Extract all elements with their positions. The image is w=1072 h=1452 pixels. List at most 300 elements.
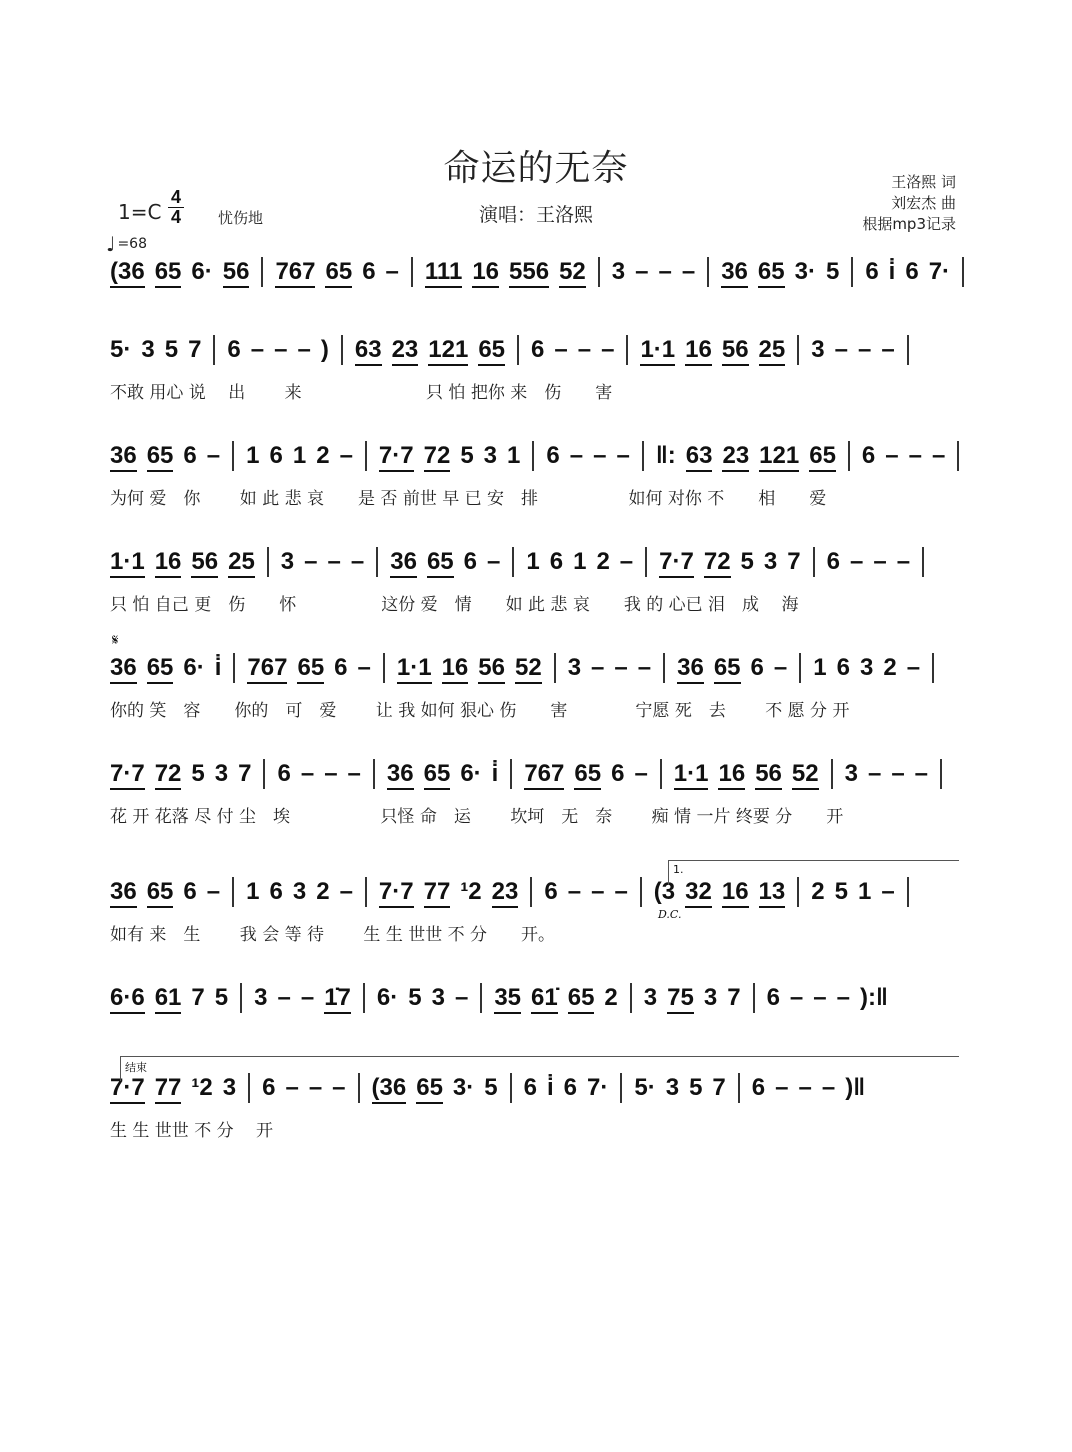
barline (797, 335, 799, 365)
note-group: 7 (787, 548, 801, 575)
barline (383, 653, 385, 683)
measure (379, 436, 530, 476)
note-group: 121 (759, 436, 799, 476)
barline (640, 877, 642, 907)
note-group: 6· (191, 258, 213, 285)
barline (851, 257, 853, 287)
dash: – (601, 336, 615, 363)
underline (559, 286, 586, 288)
dash: – (834, 336, 848, 363)
note-group: 3 (141, 336, 155, 363)
lyrics-line: 你的 笑 容 你的 可 爱 让 我 如何 狠心 伤 害 宁愿 死 去 不 愿 分 开 (110, 701, 850, 721)
dash: – (637, 654, 652, 681)
note-group: 36 (110, 648, 137, 688)
note-group: 2 (316, 878, 330, 905)
note-group: 65 (416, 1068, 443, 1108)
barline (530, 877, 532, 907)
measure (355, 330, 515, 370)
note-group: 5 (825, 258, 840, 285)
dash: – (681, 258, 696, 285)
measure (110, 252, 259, 292)
lyrics-line: 为何 爱 你 如 此 悲 哀 是 否 前世 早 已 安 排 如何 对你 不 相 爱 (110, 489, 827, 509)
time-signature-top: 4 (170, 187, 181, 207)
dash: – (347, 760, 361, 787)
note-group: 5· (110, 336, 132, 363)
note-group: 36 (387, 754, 414, 794)
note-group: 16 (685, 330, 712, 370)
note-group: 61 (155, 978, 182, 1018)
transcription-note: 根据mp3记录 (862, 215, 956, 233)
dash: – (616, 442, 630, 469)
note-group: 2 (604, 984, 618, 1011)
barline (957, 441, 959, 471)
volta-bracket (120, 1056, 959, 1081)
note-group: 121 (428, 330, 468, 370)
measure (677, 648, 797, 688)
note-group: 5 (191, 760, 205, 787)
dash: – (327, 548, 341, 575)
note-group: 1 (292, 442, 307, 469)
volta-label: 结束 (125, 1061, 147, 1074)
note-group: 6 (861, 442, 876, 469)
underline (792, 788, 819, 790)
dash: – (339, 442, 353, 469)
note-group: 65 (574, 754, 601, 794)
barline (411, 257, 413, 287)
note-group: 23 (492, 872, 519, 912)
note-group: 1̇7 (324, 978, 351, 1018)
barline (240, 983, 242, 1013)
underline (223, 286, 250, 288)
measure (811, 330, 904, 370)
measure (247, 648, 380, 688)
underline (110, 576, 145, 578)
note-group: 7· (928, 258, 951, 285)
underline (379, 470, 414, 472)
singer-label: 演唱：王洛熙 (478, 204, 593, 226)
measure (531, 330, 624, 370)
note-group: 5 (460, 442, 474, 469)
underline (722, 470, 749, 472)
note-group: 111 (425, 252, 462, 292)
note-group: 16 (472, 252, 499, 292)
note-group: 52 (559, 252, 586, 292)
note-group: 52 (792, 754, 819, 794)
measure (390, 542, 510, 582)
note-group: (36 (110, 252, 145, 292)
measure (425, 252, 596, 292)
note-group: 65 (427, 542, 454, 582)
score-row (110, 754, 960, 827)
note-group: (3 (653, 878, 676, 905)
note-group: 65 (155, 252, 182, 292)
note-group: 16 (722, 872, 749, 912)
note-group: 3 (222, 1074, 237, 1101)
underline (424, 470, 451, 472)
note-group: 16 (155, 542, 182, 582)
measure (674, 754, 829, 794)
note-group: 6·6 (110, 978, 145, 1018)
underline (387, 788, 414, 790)
underline (718, 788, 745, 790)
note-group: 6 (362, 258, 376, 285)
note-group: 3 (611, 258, 626, 285)
underline (425, 286, 462, 288)
measure (377, 978, 478, 1018)
dash: – (658, 258, 672, 285)
note-group: 3· (794, 258, 816, 285)
dash: – (932, 442, 946, 469)
notation-line (110, 252, 976, 292)
note-group: 3 (859, 654, 874, 681)
underline (155, 1012, 182, 1014)
underline (759, 364, 786, 366)
note-group: 65 (809, 436, 836, 476)
note-group: 77 (155, 1068, 182, 1108)
barline (512, 547, 514, 577)
dash: – (849, 548, 864, 575)
note-group: 1 (246, 442, 260, 469)
dash: – (206, 878, 221, 905)
note-group: 7 (712, 1074, 726, 1101)
note-group: 36 (677, 648, 704, 688)
dash: – (908, 442, 922, 469)
measure (845, 754, 938, 794)
underline (478, 682, 505, 684)
note-group: 6 (563, 1074, 578, 1101)
barline (660, 759, 662, 789)
dash: – (454, 984, 469, 1011)
note-group: 65 (714, 648, 741, 688)
note-group: 7·7 (659, 542, 694, 582)
underline (155, 576, 182, 578)
note-group: 65 (147, 648, 174, 688)
barline (831, 759, 833, 789)
note-group: i̇ (888, 258, 896, 285)
measure (275, 252, 408, 292)
barline (753, 983, 755, 1013)
underline (379, 906, 414, 908)
da-capo-marking: D.C. (658, 908, 682, 921)
underline (110, 788, 145, 790)
note-group: 6· (376, 984, 399, 1011)
note-group: 1 (573, 548, 587, 575)
measure (110, 872, 230, 912)
measure (862, 436, 955, 476)
note-group: 72 (155, 754, 182, 794)
note-group: 3 (763, 548, 778, 575)
note-group: 7·7 (110, 1068, 145, 1108)
barline (645, 547, 647, 577)
time-signature-bottom: 4 (170, 207, 181, 227)
measure (246, 872, 363, 912)
score-row (110, 978, 960, 1018)
notation-line (110, 542, 936, 582)
underline (247, 682, 287, 684)
note-group: 52 (515, 648, 542, 688)
note-group: 3 (811, 336, 825, 363)
underline (478, 364, 505, 366)
lyrics-line: 生 生 世世 不 分 开 (110, 1121, 274, 1141)
underline (392, 364, 419, 366)
note-group: 1 (246, 878, 260, 905)
measure (254, 978, 361, 1018)
underline (155, 1102, 182, 1104)
note-group: 6 (611, 760, 625, 787)
note-group: 6 (523, 1074, 537, 1101)
notation-line (110, 436, 971, 476)
note-group: ):‖ (860, 984, 888, 1011)
notation-line (110, 330, 921, 370)
dash: – (591, 654, 605, 681)
lyrics-line: 只 怕 自己 更 伤 怀 这份 爱 情 如 此 悲 哀 我 的 心已 泪 成 海 (110, 595, 799, 615)
measure (281, 542, 374, 582)
credits (862, 172, 956, 235)
barline (232, 877, 234, 907)
note-group: 65 (424, 754, 451, 794)
barline (922, 547, 924, 577)
dash: – (569, 442, 584, 469)
underline (428, 364, 468, 366)
barline (213, 335, 215, 365)
note-group: 767 (247, 648, 287, 688)
note-group: 7·7 (379, 872, 414, 912)
note-group: 3 (292, 878, 307, 905)
note-group: 65 (758, 252, 785, 292)
note-group: 5 (484, 1074, 498, 1101)
note-group: 36 (110, 872, 137, 912)
dash: – (619, 548, 634, 575)
note-group: 61̇ (531, 978, 558, 1018)
barline (532, 441, 534, 471)
dash: – (813, 984, 827, 1011)
measure (379, 872, 528, 912)
measure (524, 754, 657, 794)
underline (674, 788, 709, 790)
measure (659, 542, 810, 582)
underline (390, 576, 417, 578)
measure (387, 754, 508, 794)
note-group: 16 (718, 754, 745, 794)
measure (865, 252, 960, 292)
note-group: 25 (759, 330, 786, 370)
note-group: 6 (836, 654, 850, 681)
barline (663, 653, 665, 683)
note-group: 56 (223, 252, 250, 292)
measure (110, 542, 265, 582)
dash: – (297, 336, 311, 363)
underline (397, 682, 432, 684)
measure (546, 436, 639, 476)
note-group: ‖: (655, 442, 676, 469)
underline (722, 364, 749, 366)
dash: – (339, 878, 353, 905)
note-group: i̇ (546, 1074, 554, 1101)
composer-credit: 刘宏杰 曲 (891, 194, 956, 212)
note-group: 23 (392, 330, 419, 370)
note-group: 72 (704, 542, 731, 582)
measure (110, 330, 211, 370)
underline (531, 1012, 558, 1014)
note-group: 7 (188, 336, 202, 363)
score-row (110, 863, 960, 945)
note-group: 6· (460, 760, 482, 787)
dash: – (274, 336, 288, 363)
underline (492, 906, 519, 908)
barline (363, 983, 365, 1013)
note-group: 1 (813, 654, 827, 681)
dash: – (906, 654, 921, 681)
note-group: 5 (834, 878, 848, 905)
underline (685, 906, 712, 908)
dash: – (324, 760, 338, 787)
key-signature: 1=C (118, 200, 162, 224)
dash: – (891, 760, 905, 787)
lyrics-line: 花 开 花落 尽 付 尘 埃 只怪 命 运 坎坷 无 奈 痴 情 一片 终要 分 开 (110, 807, 844, 827)
measure (721, 252, 849, 292)
note-group: 3· (452, 1074, 475, 1101)
dash: – (773, 654, 788, 681)
note-group: 6 (546, 442, 560, 469)
dash: – (867, 760, 882, 787)
note-group: 7·7 (110, 754, 145, 794)
volta-bracket (668, 860, 959, 885)
barline (848, 441, 850, 471)
note-group: 7 (238, 760, 252, 787)
dash: – (914, 760, 929, 787)
note-group: 3 (844, 760, 858, 787)
note-group: 3 (483, 442, 498, 469)
barline (233, 653, 235, 683)
underline (640, 364, 675, 366)
barline (373, 759, 375, 789)
note-group: 1 (857, 878, 872, 905)
note-group: )‖ (845, 1074, 866, 1101)
note-group: 63 (355, 330, 382, 370)
dash: – (577, 336, 592, 363)
note-group: 65 (147, 436, 174, 476)
underline (110, 470, 137, 472)
dash: – (206, 442, 221, 469)
barline (642, 441, 644, 471)
note-group: 65 (568, 978, 595, 1018)
note-group: 5 (408, 984, 422, 1011)
underline (659, 576, 694, 578)
note-group: 75 (667, 978, 694, 1018)
barline (962, 257, 964, 287)
underline (524, 788, 564, 790)
measure (656, 436, 846, 476)
note-group: 3 (280, 548, 295, 575)
note-group: 6 (766, 984, 780, 1011)
dash: – (614, 878, 628, 905)
underline (110, 906, 137, 908)
barline (707, 257, 709, 287)
note-group: 3 (665, 1074, 680, 1101)
note-group: 65 (297, 648, 324, 688)
note-group: 6 (865, 258, 879, 285)
barline (365, 441, 367, 471)
note-group: 5 (740, 548, 754, 575)
underline (191, 576, 218, 578)
barline (799, 653, 801, 683)
note-group: 16 (442, 648, 469, 688)
note-group: 3 (254, 984, 268, 1011)
underline (759, 906, 786, 908)
note-group: 6 (905, 258, 919, 285)
note-group: 3 (703, 984, 718, 1011)
note-group: ¹2 (191, 1074, 213, 1101)
note-group: 32 (685, 872, 712, 912)
underline (297, 682, 324, 684)
dash: – (634, 760, 648, 787)
underline (424, 906, 451, 908)
underline (228, 576, 255, 578)
notation-line (110, 648, 946, 688)
underline (494, 1012, 521, 1014)
underline (515, 682, 542, 684)
measure (494, 978, 627, 1018)
note-group: 5 (164, 336, 179, 363)
barline (626, 335, 628, 365)
barline (263, 759, 265, 789)
underline (755, 788, 782, 790)
dash: – (896, 548, 911, 575)
underline (427, 576, 454, 578)
underline (372, 1102, 407, 1104)
underline (568, 1012, 595, 1014)
underline (667, 1012, 694, 1014)
underline (275, 286, 315, 288)
note-group: 3 (214, 760, 229, 787)
underline (147, 470, 174, 472)
underline (110, 286, 145, 288)
note-group: 767 (524, 754, 564, 794)
note-group: 3 (567, 654, 582, 681)
dash: – (385, 258, 399, 285)
underline (759, 470, 799, 472)
dash: – (277, 984, 291, 1011)
note-group: 56 (722, 330, 749, 370)
note-group: 6 (750, 654, 764, 681)
note-group: 3 (643, 984, 658, 1011)
note-group: 2 (316, 442, 330, 469)
dash: – (554, 336, 568, 363)
barline (261, 257, 263, 287)
dash: – (821, 1074, 836, 1101)
note-group: 6 (277, 760, 291, 787)
measure (640, 330, 795, 370)
barline (907, 335, 909, 365)
underline (324, 1012, 351, 1014)
note-group: 1 (526, 548, 540, 575)
measure (644, 978, 751, 1018)
note-group: 556 (509, 252, 549, 292)
note-group: 1·1 (640, 330, 675, 370)
underline (704, 576, 731, 578)
measure (827, 542, 920, 582)
barline (510, 759, 512, 789)
volta-label: 1. (673, 863, 684, 876)
dash: – (300, 760, 315, 787)
underline (147, 682, 174, 684)
note-group: 1·1 (110, 542, 145, 582)
measure (277, 754, 370, 794)
dash: – (332, 1074, 346, 1101)
measure (110, 978, 238, 1018)
note-group: 6 (334, 654, 348, 681)
note-group: i̇ (214, 654, 222, 681)
